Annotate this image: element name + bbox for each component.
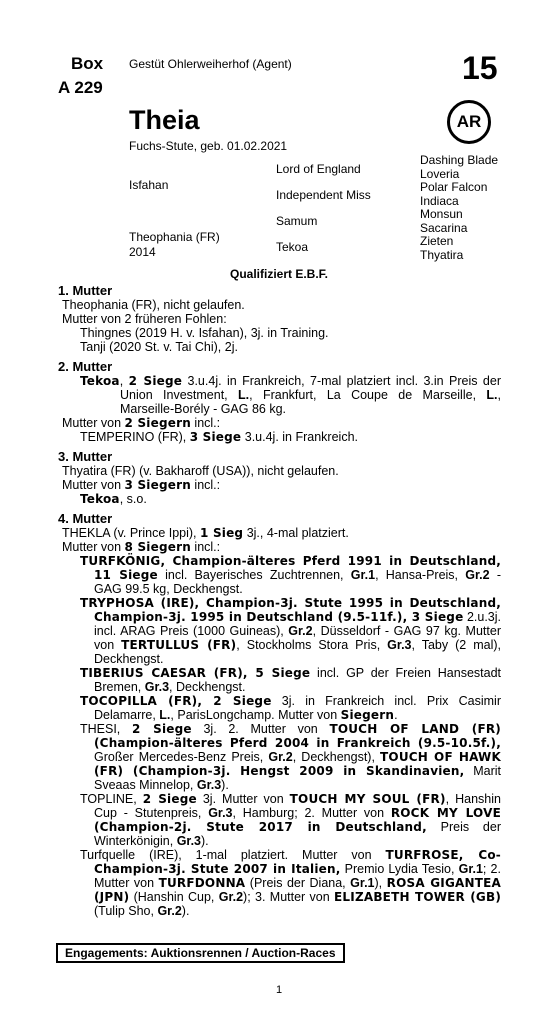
engagements-box: Engagements: Auktionsrennen / Auction-Races <box>56 943 345 963</box>
produce-line: Tanji (2020 St. v. Tai Chi), 2j. <box>80 340 238 354</box>
dam-line: Mutter von 2 früheren Fohlen: <box>62 312 227 326</box>
pedigree-gen3 <box>420 154 498 262</box>
horse-ref: Tekoa <box>80 374 120 388</box>
dam-line: Mutter von 3 Siegern incl.: <box>62 478 221 492</box>
horse-description: Fuchs-Stute, geb. 01.02.2021 <box>129 139 288 153</box>
pedigree-gen3-item: Zieten <box>420 234 454 248</box>
dam-line: Thyatira (FR) (v. Bakharoff (USA)), nicht gelaufen. <box>62 464 339 478</box>
section-title: 1. Mutter <box>58 283 113 298</box>
produce-line: TEMPERINO (FR), 3 Siege 3.u.4j. in Frankreich. <box>80 430 358 444</box>
dam-line: Tekoa, 2 Siege 3.u.4j. in Frankreich, 7-mal platziert incl. 3.in Preis der Union Investment, L., Frankfurt, La Coupe de Marseille, L., Marseille-Borély - GAG 86 kg. <box>80 374 501 416</box>
pedigree-gen3-item: Monsun <box>420 207 463 221</box>
produce-entry: TIBERIUS CAESAR (FR), 5 Siege incl. GP der Freien Hansestadt Bremen, Gr.3, Deckhengst. <box>80 666 501 694</box>
lot-number: 15 <box>462 50 498 86</box>
produce-entry: THESI, 2 Siege 3j. 2. Mutter von TOUCH OF LAND (FR) (Champion-älteres Pferd 2004 in Frankreich (9.5-10.5f.), Großer Mercedes-Benz Preis, Gr.2, Deckhengst), TOUCH OF HAWK (FR) (Champion-3j. Hengst 2009 in Skandinavien, Marit Sveaas Minnelop, Gr.3). <box>80 722 502 792</box>
pedigree-gen2: Samum <box>276 214 318 228</box>
produce-entry: Turfquelle (IRE), 1-mal platziert. Mutter von TURFROSE, Co-Champion-3j. Stute 2007 in Italien, Premio Lydia Tesio, Gr.1; 2. Mutter von TURFDONNA (Preis der Diana, Gr.1), ROSA GIGANTEA (JPN) (Hanshin Cup, Gr.2); 3. Mutter von ELIZABETH TOWER (GB) (Tulip Sho, Gr.2). <box>80 848 502 918</box>
section-title: 2. Mutter <box>58 359 113 374</box>
produce-entry: TURFKÖNIG, Champion-älteres Pferd 1991 in Deutschland, 11 Siege incl. Bayerisches Zuchtrennen, Gr.1, Hansa-Preis, Gr.2 - GAG 99.5 kg, Deckhengst. <box>80 554 501 596</box>
family-section <box>58 284 501 918</box>
section-title: 4. Mutter <box>58 511 113 526</box>
pedigree-gen3-item: Thyatira <box>420 247 464 262</box>
ar-badge-label: AR <box>456 112 482 131</box>
dam-line: Mutter von 2 Siegern incl.: <box>62 416 221 430</box>
pedigree-gen2: Independent Miss <box>276 188 371 202</box>
pedigree-gen3-item: Sacarina <box>420 220 468 235</box>
pedigree-sire: Isfahan <box>129 178 169 192</box>
produce-entry: TOPLINE, 2 Siege 3j. Mutter von TOUCH MY SOUL (FR), Hanshin Cup - Stutenpreis, Gr.3, Hamburg; 2. Mutter von ROCK MY LOVE (Champion-2j. Stute 2017 in Deutschland, Preis der Winterkönigin, Gr.3). <box>80 792 501 848</box>
pedigree-gen2: Lord of England <box>276 162 361 176</box>
page-number: 1 <box>275 984 283 996</box>
produce-entry: TOCOPILLA (FR), 2 Siege 3j. in Frankreich incl. Prix Casimir Delamarre, L., ParisLongchamp. Mutter von Siegern. <box>80 694 501 722</box>
pedigree-gen2: Tekoa <box>276 240 309 254</box>
pedigree-gen3-item: Loveria <box>420 166 460 181</box>
dam-line: Theophania (FR), nicht gelaufen. <box>62 298 245 312</box>
produce-entry: TRYPHOSA (IRE), Champion-3j. Stute 1995 in Deutschland, Champion-3j. 1995 in Deutschland (9.5-11f.), 3 Siege 2.u.3j. incl. ARAG Preis (1000 Guineas), Gr.2, Düsseldorf - GAG 97 kg. Mutter von TERTULLUS (FR), Stockholms Stora Pris, Gr.3, Taby (2 mal), Deckhengst. <box>80 596 502 666</box>
box-label: Box <box>71 54 104 73</box>
pedigree-dam-year: 2014 <box>129 245 156 259</box>
box-number: A 229 <box>58 78 103 97</box>
qualification: Qualifiziert E.B.F. <box>229 267 328 281</box>
pedigree-gen3-item: Dashing Blade <box>420 153 499 167</box>
agent-name: Gestüt Ohlerweiherhof (Agent) <box>129 57 292 71</box>
ar-badge <box>447 100 491 144</box>
horse-name: Theia <box>129 105 200 135</box>
wins: 2 Siege <box>128 374 183 388</box>
pedigree-dam: Theophania (FR) <box>129 230 220 244</box>
dam-line: Mutter von 8 Siegern incl.: <box>62 540 221 554</box>
dam-line: THEKLA (v. Prince Ippi), 1 Sieg 3j., 4-mal platziert. <box>62 526 349 540</box>
section-title: 3. Mutter <box>58 449 113 464</box>
produce-line: Tekoa, s.o. <box>80 492 147 506</box>
pedigree-gen3-item: Indiaca <box>420 193 459 208</box>
pedigree-gen3-item: Polar Falcon <box>420 180 488 194</box>
produce-line: Thingnes (2019 H. v. Isfahan), 3j. in Training. <box>80 326 329 340</box>
